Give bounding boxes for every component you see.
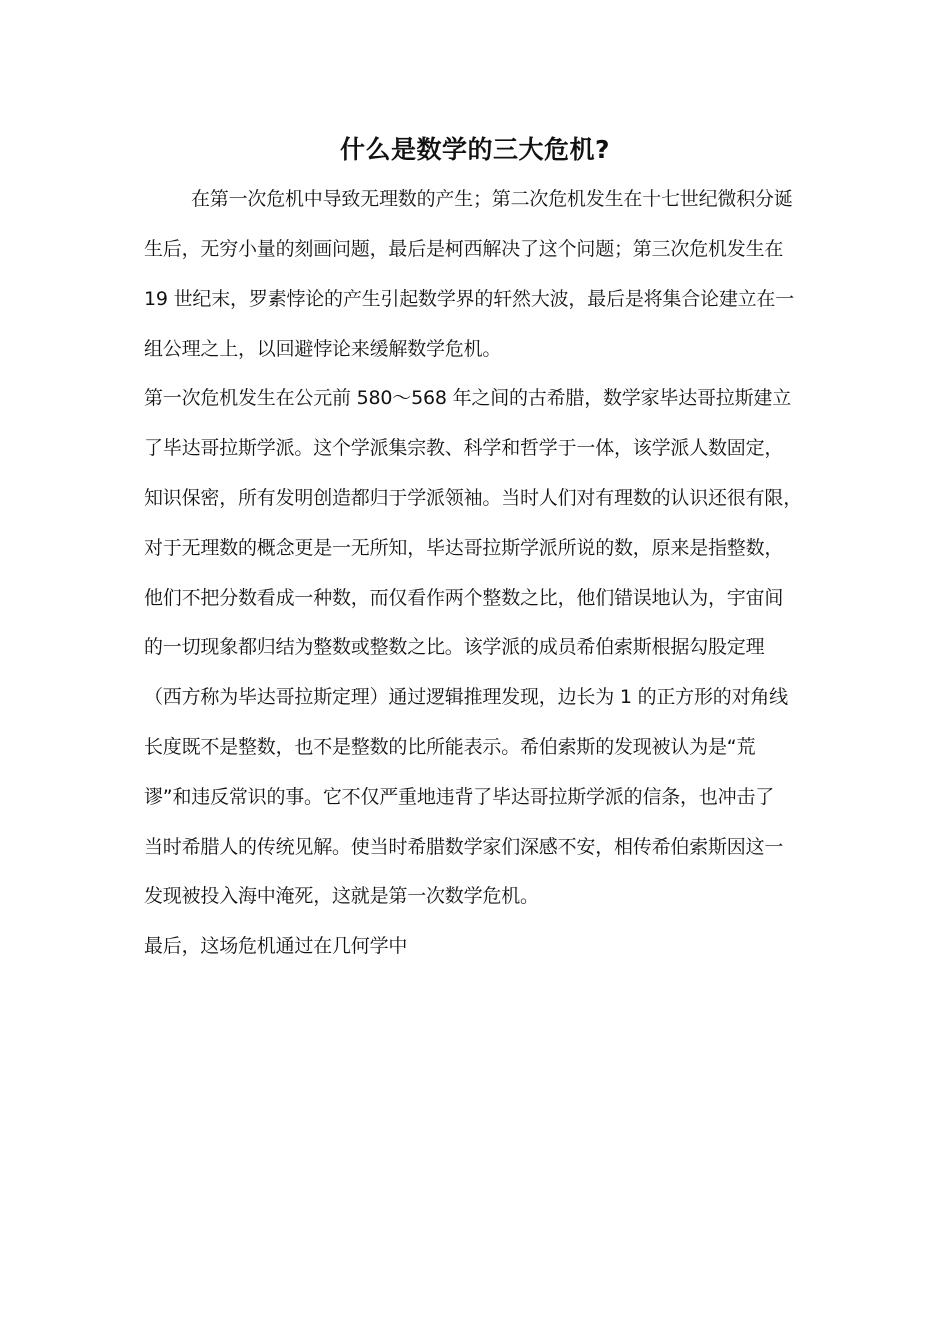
text-line: 的一切现象都归结为整数或整数之比。该学派的成员希伯索斯根据勾股定理 <box>144 636 765 658</box>
text-line: 第一次危机发生在公元前 580～568 年之间的古希腊，数学家毕达哥拉斯建立 <box>144 387 792 409</box>
text-line: 生后，无穷小量的刻画问题，最后是柯西解决了这个问题；第三次危机发生在 <box>144 238 784 260</box>
text-line: 对于无理数的概念更是一无所知，毕达哥拉斯学派所说的数，原来是指整数， <box>144 537 784 559</box>
text-line: 当时希腊人的传统见解。使当时希腊数学家们深感不安，相传希伯索斯因这一 <box>144 836 784 858</box>
text-line: 知识保密，所有发明创造都归于学派领袖。当时人们对有理数的认识还很有限， <box>144 487 803 509</box>
text-line: 最后，这场危机通过在几何学中 <box>144 935 408 957</box>
text-line: 组公理之上，以回避悖论来缓解数学危机。 <box>144 338 502 360</box>
text-line: 长度既不是整数，也不是整数的比所能表示。希伯索斯的发现被认为是“荒 <box>144 736 756 758</box>
text-line: 发现被投入海中淹死，这就是第一次数学危机。 <box>144 885 539 907</box>
text-line: 了毕达哥拉斯学派。这个学派集宗教、科学和哲学于一体，该学派人数固定， <box>144 437 784 459</box>
text-line: （西方称为毕达哥拉斯定理）通过逻辑推理发现，边长为 1 的正方形的对角线 <box>144 686 788 708</box>
text-line: 他们不把分数看成一种数，而仅看作两个整数之比，他们错误地认为，宇宙间 <box>144 587 784 609</box>
text-line: 谬”和违反常识的事。它不仅严重地违背了毕达哥拉斯学派的信条，也冲击了 <box>144 786 775 808</box>
text-line: 19 世纪末，罗素悖论的产生引起数学界的轩然大波，最后是将集合论建立在一 <box>144 288 795 310</box>
document-title: 什么是数学的三大危机? <box>339 135 610 164</box>
text-line: 在第一次危机中导致无理数的产生；第二次危机发生在十七世纪微积分诞 <box>191 188 793 210</box>
